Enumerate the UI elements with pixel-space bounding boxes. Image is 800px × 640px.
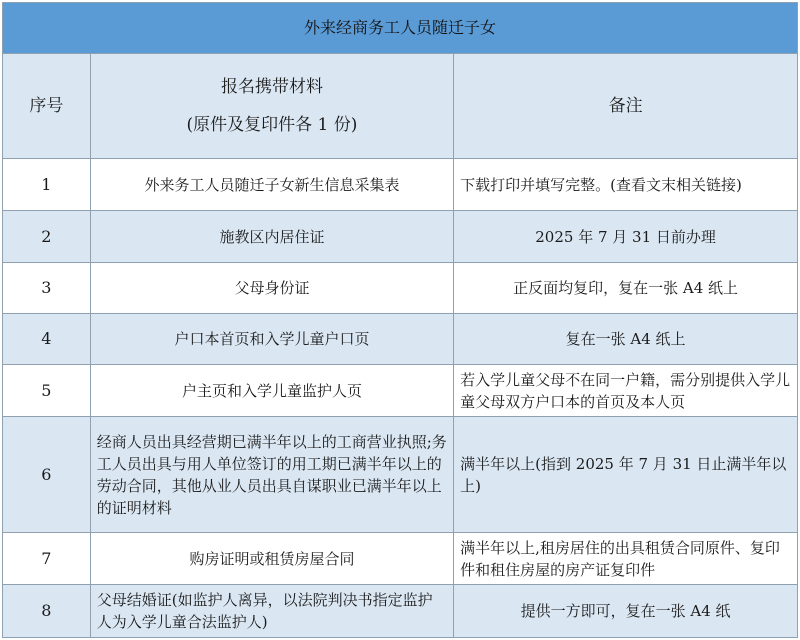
row-note: 2025 年 7 月 31 日前办理 (454, 211, 798, 263)
row-seq: 7 (3, 533, 91, 585)
table-row (3, 533, 798, 585)
row-seq: 3 (3, 263, 91, 314)
table-title-row (3, 3, 798, 54)
table-row (3, 211, 798, 263)
row-material: 户口本首页和入学儿童户口页 (90, 314, 453, 365)
row-material: 父母身份证 (90, 263, 453, 314)
table-row (3, 159, 798, 211)
header-notes: 备注 (454, 54, 798, 159)
row-seq: 4 (3, 314, 91, 365)
table-row (3, 417, 798, 533)
row-note: 下载打印并填写完整。(查看文末相关链接) (454, 159, 798, 211)
row-note: 正反面均复印，复在一张 A4 纸上 (454, 263, 798, 314)
row-material: 外来务工人员随迁子女新生信息采集表 (90, 159, 453, 211)
row-seq: 2 (3, 211, 91, 263)
row-material: 户主页和入学儿童监护人页 (90, 365, 453, 417)
header-materials (90, 54, 453, 159)
row-material: 经商人员出具经营期已满半年以上的工商营业执照;务工人员出具与用人单位签订的用工期已满半年以上的劳动合同，其他从业人员出具自谋职业已满半年以上的证明材料 (90, 417, 453, 533)
row-note: 复在一张 A4 纸上 (454, 314, 798, 365)
table-row (3, 314, 798, 365)
row-note: 满半年以上(指到 2025 年 7 月 31 日止满半年以上) (454, 417, 798, 533)
header-materials-title: 报名携带材料 (220, 77, 323, 97)
row-seq: 5 (3, 365, 91, 417)
row-note: 满半年以上,租房居住的出具租赁合同原件、复印件和租住房屋的房产证复印件 (454, 533, 798, 585)
row-seq: 6 (3, 417, 91, 533)
row-note: 提供一方即可，复在一张 A4 纸 (454, 585, 798, 638)
header-seq: 序号 (3, 54, 91, 159)
row-material: 施教区内居住证 (90, 211, 453, 263)
row-seq: 1 (3, 159, 91, 211)
row-material: 父母结婚证(如监护人离异，以法院判决书指定监护人为入学儿童合法监护人) (90, 585, 453, 638)
row-material: 购房证明或租赁房屋合同 (90, 533, 453, 585)
table-row (3, 263, 798, 314)
enrollment-materials-table (2, 2, 798, 638)
row-note: 若入学儿童父母不在同一户籍，需分别提供入学儿童父母双方户口本的首页及本人页 (454, 365, 798, 417)
table-title: 外来经商务工人员随迁子女 (3, 3, 798, 54)
table-header-row (3, 54, 798, 159)
table-row (3, 585, 798, 638)
table-row (3, 365, 798, 417)
row-seq: 8 (3, 585, 91, 638)
header-materials-subtitle: (原件及复印件各 1 份) (186, 115, 358, 135)
